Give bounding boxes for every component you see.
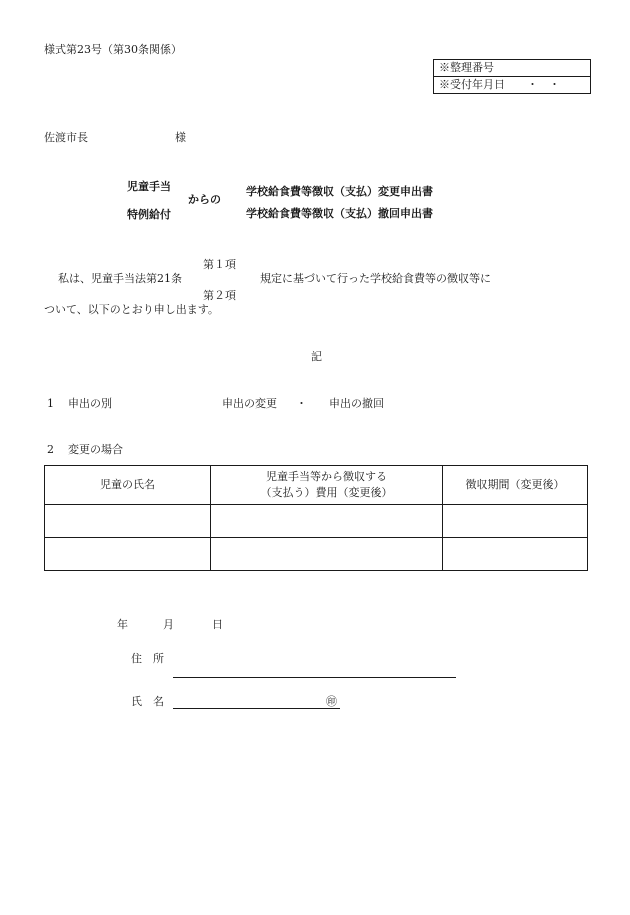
header-cost-line2: （支払う）費用（変更後） xyxy=(260,486,393,499)
table-header-row xyxy=(45,466,588,505)
title-from: からの xyxy=(188,193,221,206)
change-table xyxy=(44,465,588,571)
date-year: 年 xyxy=(117,618,128,631)
intro-line1-prefix: 私は、児童手当法第21条 xyxy=(58,272,182,285)
intro-line2: ついて、以下のとおり申し出ます。 xyxy=(44,303,219,316)
cell-child-name[interactable] xyxy=(45,505,211,538)
received-date-field[interactable]: ※受付年月日 ・ ・ xyxy=(434,76,590,93)
intro-line1-suffix: 規定に基づいて行った学校給食費等の徴収等に xyxy=(260,272,491,285)
form-number: 様式第23号（第30条関係） xyxy=(44,43,182,56)
cell-child-name[interactable] xyxy=(45,538,211,571)
option-withdraw[interactable]: 申出の撤回 xyxy=(329,397,384,410)
option-change[interactable]: 申出の変更 xyxy=(222,397,277,410)
header-child-name: 児童の氏名 xyxy=(45,466,211,505)
address-field[interactable] xyxy=(173,677,456,678)
section2-number: 2 xyxy=(47,443,54,456)
intro-clause-2: 第２項 xyxy=(203,289,236,302)
address-label: 住 所 xyxy=(131,652,164,665)
title-allowance-2: 特例給付 xyxy=(127,208,171,221)
date-day: 日 xyxy=(212,618,223,631)
cell-period[interactable] xyxy=(443,505,588,538)
name-field[interactable] xyxy=(173,708,340,709)
name-label: 氏 名 xyxy=(131,695,164,708)
section1-number: 1 xyxy=(47,397,54,410)
title-form-change: 学校給食費等徴収（支払）変更申出書 xyxy=(246,185,433,198)
cell-period[interactable] xyxy=(443,538,588,571)
cell-cost[interactable] xyxy=(211,505,443,538)
header-cost xyxy=(211,466,443,505)
cell-cost[interactable] xyxy=(211,538,443,571)
intro-clause-1: 第１項 xyxy=(203,258,236,271)
addressee-name: 佐渡市長 xyxy=(44,131,88,144)
table-row xyxy=(45,538,588,571)
title-form-withdraw: 学校給食費等徴収（支払）撤回申出書 xyxy=(246,207,433,220)
seal-mark: ㊞ xyxy=(326,695,337,708)
title-allowance-1: 児童手当 xyxy=(127,180,171,193)
option-separator: ・ xyxy=(296,397,307,410)
section2-label: 変更の場合 xyxy=(68,443,123,456)
serial-number-field[interactable]: ※整理番号 xyxy=(439,61,494,74)
header-cost-line1: 児童手当等から徴収する xyxy=(266,470,387,483)
table-row xyxy=(45,505,588,538)
date-month: 月 xyxy=(163,618,174,631)
addressee-honorific: 様 xyxy=(175,131,186,144)
header-period: 徴収期間（変更後） xyxy=(443,466,588,505)
section1-label: 申出の別 xyxy=(68,397,112,410)
ki-heading: 記 xyxy=(311,350,322,363)
registry-box xyxy=(433,59,591,94)
